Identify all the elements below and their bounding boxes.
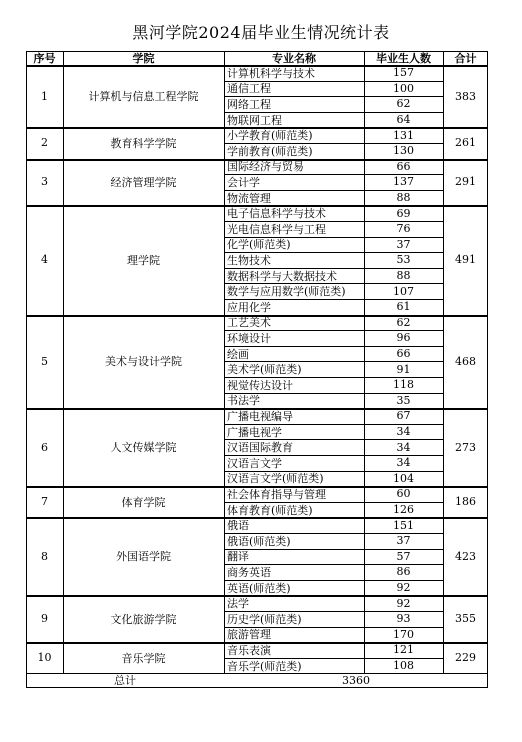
college-index-text: 5 <box>41 354 48 368</box>
major-name-text: 小学教育(师范类) <box>227 129 313 143</box>
graduate-count-text: 34 <box>396 440 411 454</box>
major-name-text: 光电信息科学与工程 <box>227 222 326 236</box>
major-name-text: 国际经济与贸易 <box>227 160 304 174</box>
college-name-text: 经济管理学院 <box>110 175 177 189</box>
graduate-count-text: 130 <box>393 144 414 158</box>
college-total-text: 291 <box>455 175 476 189</box>
graduate-count-text: 118 <box>393 378 414 392</box>
major-name-text: 体育教育(师范类) <box>227 503 313 517</box>
major-name-text: 汉语言文学(师范类) <box>227 472 324 486</box>
major-name-text: 应用化学 <box>227 300 271 314</box>
college-index-text: 10 <box>37 651 52 665</box>
major-name-text: 绘画 <box>227 347 249 361</box>
major-name-text: 数学与应用数学(师范类) <box>227 285 346 299</box>
major-name-text: 视觉传达设计 <box>227 378 293 392</box>
major-name-text: 会计学 <box>227 175 260 189</box>
college-index-text: 3 <box>41 175 48 189</box>
major-name-text: 俄语 <box>227 519 249 533</box>
graduate-count-text: 61 <box>396 300 411 314</box>
major-name-text: 生物技术 <box>227 253 271 267</box>
graduate-count-text: 92 <box>396 581 411 595</box>
graduate-count-text: 34 <box>396 456 411 470</box>
college-total-text: 273 <box>455 440 476 454</box>
major-name-text: 商务英语 <box>227 565 271 579</box>
major-name-text: 广播电视学 <box>227 425 282 439</box>
college-total-text: 468 <box>455 354 476 368</box>
major-name-text: 音乐表演 <box>227 643 271 657</box>
major-name-text: 法学 <box>227 597 249 611</box>
major-name-text: 计算机科学与技术 <box>227 66 315 80</box>
graduate-count-text: 86 <box>396 565 411 579</box>
graduate-count-text: 53 <box>396 253 411 267</box>
graduate-count-text: 137 <box>393 175 414 189</box>
college-total-text: 261 <box>455 136 476 150</box>
college-total-text: 491 <box>455 253 476 267</box>
college-name-text: 音乐学院 <box>121 651 166 665</box>
college-total-text: 186 <box>455 495 476 509</box>
graduate-statistics-table <box>26 51 488 688</box>
college-index-text: 6 <box>41 440 48 454</box>
major-name-text: 汉语言文学 <box>227 456 282 470</box>
college-name-text: 外国语学院 <box>116 550 171 564</box>
college-name-text: 美术与设计学院 <box>105 355 182 369</box>
college-name-text: 理学院 <box>127 253 160 267</box>
header-index-text: 序号 <box>33 52 56 65</box>
college-total-text: 383 <box>455 89 476 103</box>
college-index-text: 8 <box>41 549 48 563</box>
major-name-text: 书法学 <box>227 394 260 408</box>
graduate-count-text: 64 <box>396 113 411 127</box>
graduate-count-text: 57 <box>396 549 411 563</box>
graduate-count-text: 151 <box>393 518 414 532</box>
major-name-text: 社会体育指导与管理 <box>227 487 326 501</box>
footer-label-text: 总计 <box>114 674 136 688</box>
college-index-text: 4 <box>41 253 48 267</box>
graduate-count-text: 93 <box>396 612 411 626</box>
major-name-text: 广播电视编导 <box>227 409 293 423</box>
graduate-count-text: 37 <box>396 534 411 548</box>
header-total-text: 合计 <box>454 52 477 65</box>
graduate-count-text: 35 <box>396 393 411 407</box>
graduate-count-text: 107 <box>393 284 414 298</box>
major-name-text: 音乐学(师范类) <box>227 659 302 673</box>
graduate-count-text: 62 <box>396 315 411 329</box>
graduate-count-text: 92 <box>396 596 411 610</box>
major-name-text: 俄语(师范类) <box>227 534 291 548</box>
major-name-text: 电子信息科学与技术 <box>227 207 326 221</box>
graduate-count-text: 37 <box>396 237 411 251</box>
college-name-text: 文化旅游学院 <box>110 612 177 626</box>
college-total-text: 355 <box>455 612 476 626</box>
college-total-text: 423 <box>455 549 476 563</box>
major-name-text: 数据科学与大数据技术 <box>227 269 337 283</box>
college-name-text: 体育学院 <box>121 495 166 509</box>
major-name-text: 美术学(师范类) <box>227 363 302 377</box>
graduate-count-text: 60 <box>396 487 411 501</box>
college-name-text: 教育科学学院 <box>110 136 177 150</box>
major-name-text: 物流管理 <box>227 191 271 205</box>
graduate-count-text: 100 <box>393 81 414 95</box>
college-index-text: 7 <box>41 495 48 509</box>
major-name-text: 物联网工程 <box>227 113 282 127</box>
graduate-count-text: 126 <box>393 503 414 517</box>
major-name-text: 旅游管理 <box>227 628 271 642</box>
header-college-text: 学院 <box>132 52 155 65</box>
college-index-text: 2 <box>41 136 48 150</box>
graduate-count-text: 76 <box>396 222 411 236</box>
graduate-count-text: 66 <box>396 159 411 173</box>
graduate-count-text: 104 <box>393 471 414 485</box>
header-count-text: 毕业生人数 <box>376 52 431 65</box>
footer-total-text: 3360 <box>342 673 370 687</box>
major-name-text: 网络工程 <box>227 97 271 111</box>
graduate-count-text: 69 <box>396 206 411 220</box>
major-name-text: 环境设计 <box>227 331 271 345</box>
major-name-text: 工艺美术 <box>227 316 271 330</box>
graduate-count-text: 108 <box>393 659 414 673</box>
graduate-count-text: 66 <box>396 347 411 361</box>
college-index-text: 1 <box>41 89 48 103</box>
graduate-count-text: 34 <box>396 425 411 439</box>
major-name-text: 英语(师范类) <box>227 581 291 595</box>
major-name-text: 翻译 <box>227 550 249 564</box>
major-name-text: 汉语国际教育 <box>227 441 293 455</box>
college-total-text: 229 <box>455 651 476 665</box>
graduate-count-text: 88 <box>396 269 411 283</box>
college-name-text: 人文传媒学院 <box>110 441 177 455</box>
header-major-text: 专业名称 <box>272 52 316 65</box>
graduate-count-text: 170 <box>393 627 414 641</box>
graduate-count-text: 96 <box>396 331 411 345</box>
college-index-text: 9 <box>41 612 48 626</box>
table-border <box>26 51 488 688</box>
major-name-text: 通信工程 <box>227 82 271 96</box>
graduate-count-text: 67 <box>396 409 411 423</box>
graduate-count-text: 91 <box>396 362 411 376</box>
graduate-count-text: 88 <box>396 191 411 205</box>
graduate-count-text: 131 <box>393 128 414 142</box>
major-name-text: 历史学(师范类) <box>227 612 302 626</box>
major-name-text: 化学(师范类) <box>227 238 291 252</box>
document-title: 黑河学院2024届毕业生情况统计表 <box>132 23 390 42</box>
college-name-text: 计算机与信息工程学院 <box>88 90 199 104</box>
graduate-count-text: 121 <box>393 643 414 657</box>
graduate-count-text: 62 <box>396 97 411 111</box>
graduate-count-text: 157 <box>393 66 414 80</box>
major-name-text: 学前教育(师范类) <box>227 144 313 158</box>
